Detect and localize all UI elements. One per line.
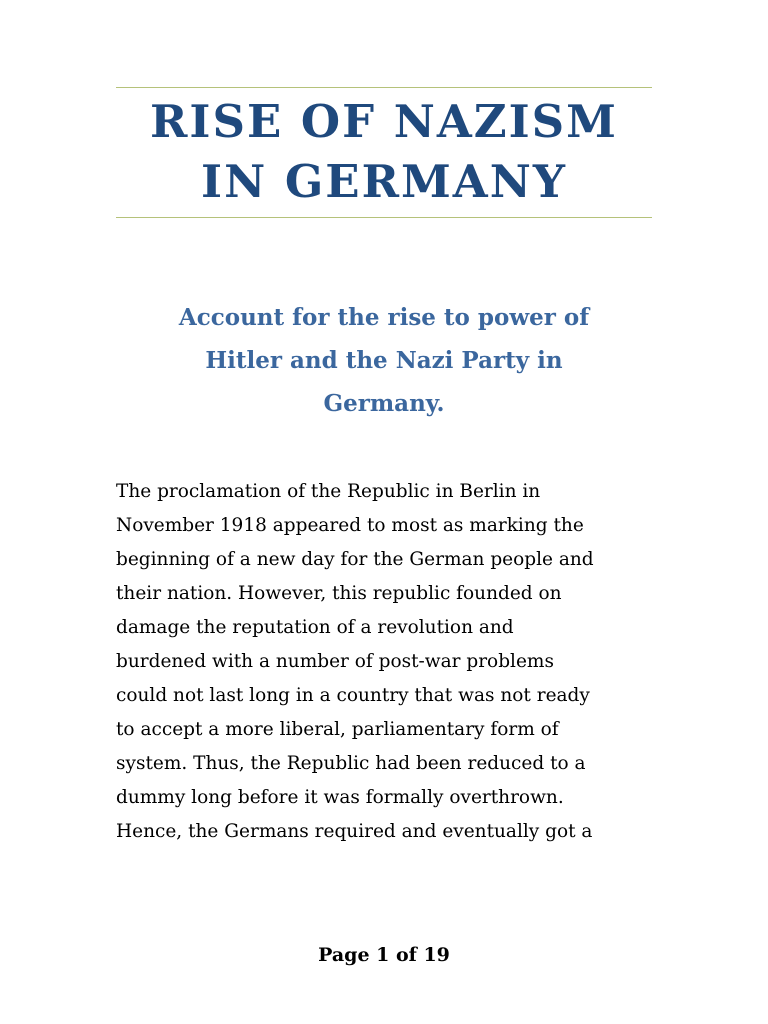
body-line: their nation. However, this republic founded on xyxy=(116,583,562,604)
title-bottom-rule xyxy=(116,217,652,218)
page-number-footer: Page 1 of 19 xyxy=(318,944,450,966)
body-line: damage the reputation of a revolution and xyxy=(116,617,514,638)
body-line: system. Thus, the Republic had been reduced to a xyxy=(116,753,586,774)
body-line: burdened with a number of post-war problems xyxy=(116,651,554,672)
subtitle-line: Account for the rise to power of xyxy=(178,304,590,331)
body-line: Hence, the Germans required and eventually got a xyxy=(116,821,593,842)
title-line: IN GERMANY xyxy=(201,155,567,208)
body-line: to accept a more liberal, parliamentary form of xyxy=(116,719,559,740)
body-line: beginning of a new day for the German people and xyxy=(116,549,594,570)
subtitle-line: Hitler and the Nazi Party in xyxy=(205,347,563,374)
body-line: dummy long before it was formally overthrown. xyxy=(116,787,564,808)
document-title xyxy=(116,92,652,212)
body-line: November 1918 appeared to most as marking the xyxy=(116,515,584,536)
document-subtitle xyxy=(116,296,652,425)
title-line: RISE OF NAZISM xyxy=(150,95,618,148)
body-line: The proclamation of the Republic in Berlin in xyxy=(116,481,541,502)
body-paragraph xyxy=(116,475,676,849)
body-line: could not last long in a country that was not ready xyxy=(116,685,590,706)
title-top-rule xyxy=(116,87,652,88)
subtitle-line: Germany. xyxy=(323,390,445,417)
